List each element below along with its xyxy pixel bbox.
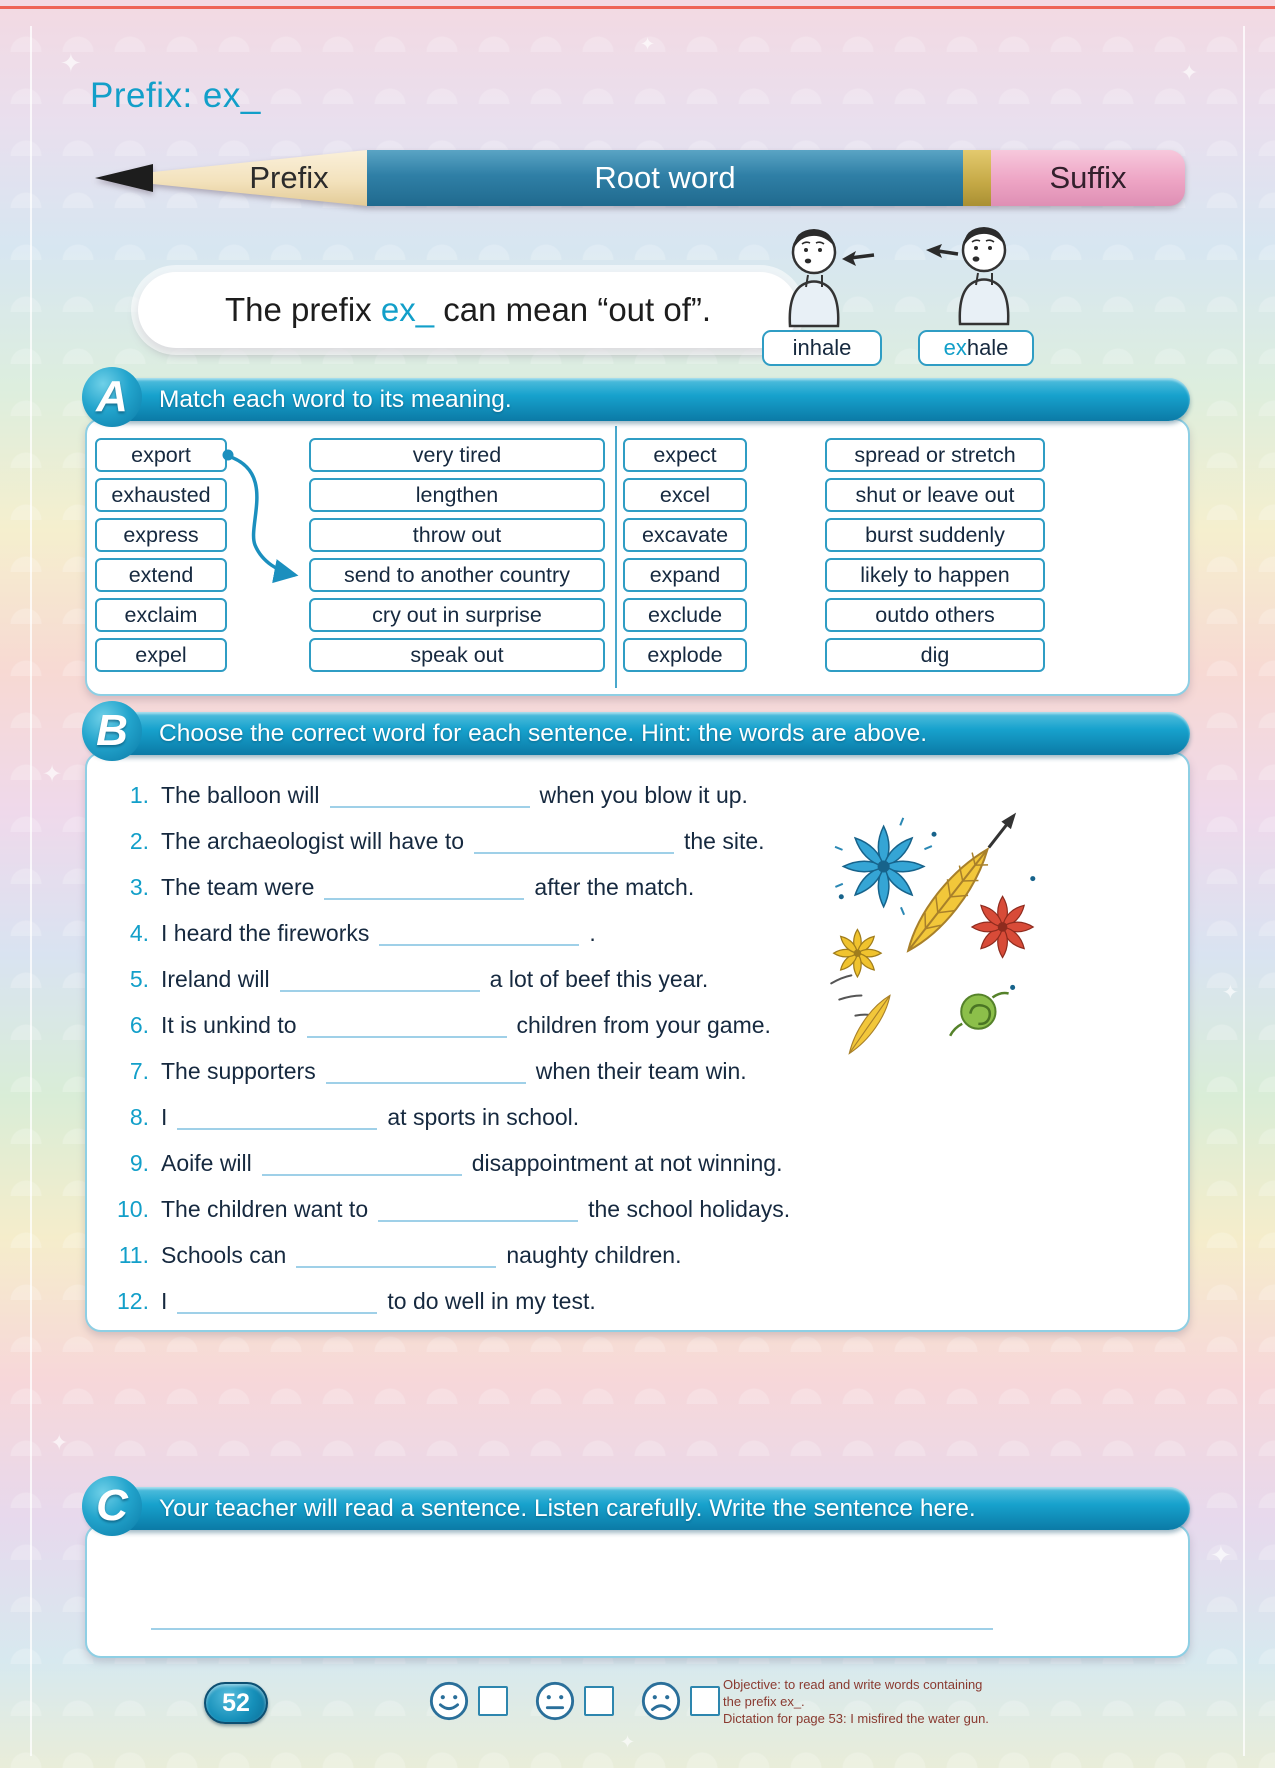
sentence-text-before: I xyxy=(161,1288,168,1314)
dictation-text: Dictation for page 53: I misfired the water gun. xyxy=(723,1711,989,1727)
neutral-checkbox[interactable] xyxy=(584,1686,614,1716)
neutral-face-icon[interactable] xyxy=(534,1680,576,1722)
meaning-box[interactable]: lengthen xyxy=(309,478,605,512)
word-box[interactable]: express xyxy=(95,518,227,552)
sentence-row xyxy=(107,1192,1174,1226)
meaning-box[interactable]: burst suddenly xyxy=(825,518,1045,552)
meaning-box[interactable]: shut or leave out xyxy=(825,478,1045,512)
section-c-header xyxy=(85,1481,1190,1530)
sentence-text-before: Schools can xyxy=(161,1242,287,1268)
section-a-header xyxy=(85,372,1190,421)
pencil-root-label: Root word xyxy=(594,160,736,195)
sentence-number: 1. xyxy=(129,782,149,808)
word-box[interactable]: export xyxy=(95,438,227,472)
sentence-text-after: . xyxy=(589,920,596,946)
decor-star: ✦ xyxy=(1180,60,1199,85)
section-a-badge: A xyxy=(82,367,142,427)
word-box[interactable]: expand xyxy=(623,558,747,592)
sentence-number: 10. xyxy=(117,1196,149,1222)
pencil-root-section xyxy=(367,150,963,206)
answer-blank[interactable] xyxy=(324,878,524,900)
answer-blank[interactable] xyxy=(177,1108,377,1130)
meaning-box[interactable]: likely to happen xyxy=(825,558,1045,592)
top-rule xyxy=(0,6,1275,9)
word-box[interactable]: exclaim xyxy=(95,598,227,632)
boy-inhaling-icon xyxy=(758,218,880,328)
definition-text-after: can mean “out of”. xyxy=(434,291,712,328)
sentence-number: 2. xyxy=(129,828,149,854)
decor-star: ✦ xyxy=(60,48,82,78)
sentence-text-after: the school holidays. xyxy=(588,1196,791,1222)
section-a-panel xyxy=(85,418,1190,696)
sentence-text-before: I xyxy=(161,1104,168,1130)
sad-face-icon[interactable] xyxy=(640,1680,682,1722)
column-divider xyxy=(615,426,617,688)
sentence-text-before: The supporters xyxy=(161,1058,316,1084)
section-b-title: Choose the correct word for each sentence. Hint: the words are above. xyxy=(159,719,928,747)
answer-blank[interactable] xyxy=(296,1246,496,1268)
answer-blank[interactable] xyxy=(378,1200,578,1222)
answer-blank[interactable] xyxy=(326,1062,526,1084)
section-a-title: Match each word to its meaning. xyxy=(159,385,512,413)
meaning-box[interactable]: spread or stretch xyxy=(825,438,1045,472)
sentence-number: 4. xyxy=(129,920,149,946)
answer-blank[interactable] xyxy=(474,832,674,854)
meaning-box[interactable]: throw out xyxy=(309,518,605,552)
sad-rating xyxy=(640,1680,720,1722)
sentence-text-after: to do well in my test. xyxy=(387,1288,596,1314)
match-example-arrow xyxy=(87,420,407,698)
definition-bubble xyxy=(138,272,798,348)
sentence-text-before: Aoife will xyxy=(161,1150,252,1176)
pencil-band xyxy=(963,150,991,206)
meaning-box[interactable]: cry out in surprise xyxy=(309,598,605,632)
sentence-text-after: the site. xyxy=(684,828,765,854)
sentence-number: 9. xyxy=(129,1150,149,1176)
objective-note xyxy=(723,1676,995,1727)
answer-blank[interactable] xyxy=(177,1292,377,1314)
sentence-text-before: Ireland will xyxy=(161,966,270,992)
sentence-text-before: The children want to xyxy=(161,1196,369,1222)
answer-blank[interactable] xyxy=(307,1016,507,1038)
answer-blank[interactable] xyxy=(262,1154,462,1176)
word-column-2 xyxy=(623,438,747,672)
word-box[interactable]: excavate xyxy=(623,518,747,552)
happy-checkbox[interactable] xyxy=(478,1686,508,1716)
decor-star: ✦ xyxy=(620,1732,636,1752)
sentence-number: 8. xyxy=(129,1104,149,1130)
pencil-diagram xyxy=(95,150,1185,206)
answer-blank[interactable] xyxy=(330,786,530,808)
sentence-number: 7. xyxy=(129,1058,149,1084)
word-box[interactable]: excel xyxy=(623,478,747,512)
sentence-number: 3. xyxy=(129,874,149,900)
pencil-prefix-label: Prefix xyxy=(249,160,329,195)
meaning-box[interactable]: outdo others xyxy=(825,598,1045,632)
sentence-row xyxy=(107,1284,1174,1318)
exhale-label xyxy=(918,330,1034,366)
happy-rating xyxy=(428,1680,508,1722)
objective-text: Objective: to read and write words containing the prefix ex_. xyxy=(723,1677,983,1710)
sentence-text-before: I heard the fireworks xyxy=(161,920,370,946)
boy-exhaling-icon xyxy=(920,212,1038,326)
definition-text-before: The prefix xyxy=(224,291,381,328)
word-box[interactable]: extend xyxy=(95,558,227,592)
left-margin-rule xyxy=(30,26,32,1756)
sentence-number: 5. xyxy=(129,966,149,992)
answer-blank[interactable] xyxy=(280,970,480,992)
decor-star: ✦ xyxy=(640,34,656,54)
section-c-panel xyxy=(85,1524,1190,1658)
sentence-text-after: children from your game. xyxy=(516,1012,771,1038)
dictation-writing-line[interactable] xyxy=(151,1628,993,1630)
right-margin-rule xyxy=(1243,26,1245,1756)
decor-star: ✦ xyxy=(42,761,63,788)
meaning-box[interactable]: speak out xyxy=(309,638,605,672)
word-box[interactable]: exclude xyxy=(623,598,747,632)
meaning-box[interactable]: dig xyxy=(825,638,1045,672)
sad-checkbox[interactable] xyxy=(690,1686,720,1716)
sentence-text-before: The team were xyxy=(161,874,315,900)
sentence-text-after: when you blow it up. xyxy=(539,782,748,808)
section-b-badge: B xyxy=(82,701,142,761)
sentence-row xyxy=(107,1100,1174,1134)
word-box[interactable]: explode xyxy=(623,638,747,672)
sentence-text-before: The archaeologist will have to xyxy=(161,828,464,854)
section-c-badge: C xyxy=(82,1476,142,1536)
word-box[interactable]: expect xyxy=(623,438,747,472)
page-number-badge xyxy=(204,1682,268,1724)
page-title: Prefix: ex_ xyxy=(90,76,261,115)
word-box[interactable]: expel xyxy=(95,638,227,672)
decor-star: ✦ xyxy=(1210,1540,1232,1570)
sentence-text-before: The balloon will xyxy=(161,782,320,808)
sentence-row xyxy=(107,1146,1174,1180)
happy-face-icon[interactable] xyxy=(428,1680,470,1722)
sentence-text-after: naughty children. xyxy=(506,1242,682,1268)
sentence-text-after: when their team win. xyxy=(535,1058,747,1084)
meaning-column-2 xyxy=(825,438,1045,672)
inhale-label xyxy=(762,330,882,366)
sentence-text-after: after the match. xyxy=(534,874,695,900)
self-assessment xyxy=(428,1680,720,1722)
inhale-label-text: inhale xyxy=(792,335,852,360)
sentence-row xyxy=(107,1238,1174,1272)
decor-star: ✦ xyxy=(50,1430,69,1455)
pencil-suffix-label: Suffix xyxy=(1049,160,1127,195)
decor-star: ✦ xyxy=(1222,982,1239,1004)
sentence-text-after: disappointment at not winning. xyxy=(471,1150,783,1176)
sentence-text-before: It is unkind to xyxy=(161,1012,297,1038)
answer-blank[interactable] xyxy=(379,924,579,946)
sentence-number: 11. xyxy=(118,1242,149,1268)
sentence-number: 6. xyxy=(129,1012,149,1038)
page-number: 52 xyxy=(222,1688,250,1717)
sentence-text-after: a lot of beef this year. xyxy=(489,966,709,992)
definition-highlight: ex_ xyxy=(380,291,435,328)
sentence-text-after: at sports in school. xyxy=(387,1104,580,1130)
section-c-title: Your teacher will read a sentence. Listen carefully. Write the sentence here. xyxy=(159,1494,976,1522)
neutral-rating xyxy=(534,1680,614,1722)
section-b-panel xyxy=(85,752,1190,1332)
meaning-box[interactable]: send to another country xyxy=(309,558,605,592)
sentence-number: 12. xyxy=(117,1288,149,1314)
exhale-prefix-text: ex xyxy=(943,335,967,360)
pencil-suffix-section xyxy=(991,150,1185,206)
meaning-box[interactable]: very tired xyxy=(309,438,605,472)
pencil-tip xyxy=(95,164,153,192)
exhale-rest-text: hale xyxy=(966,335,1009,360)
fireworks-illustration xyxy=(805,804,1057,1060)
section-b-header xyxy=(85,706,1190,755)
word-box[interactable]: exhausted xyxy=(95,478,227,512)
